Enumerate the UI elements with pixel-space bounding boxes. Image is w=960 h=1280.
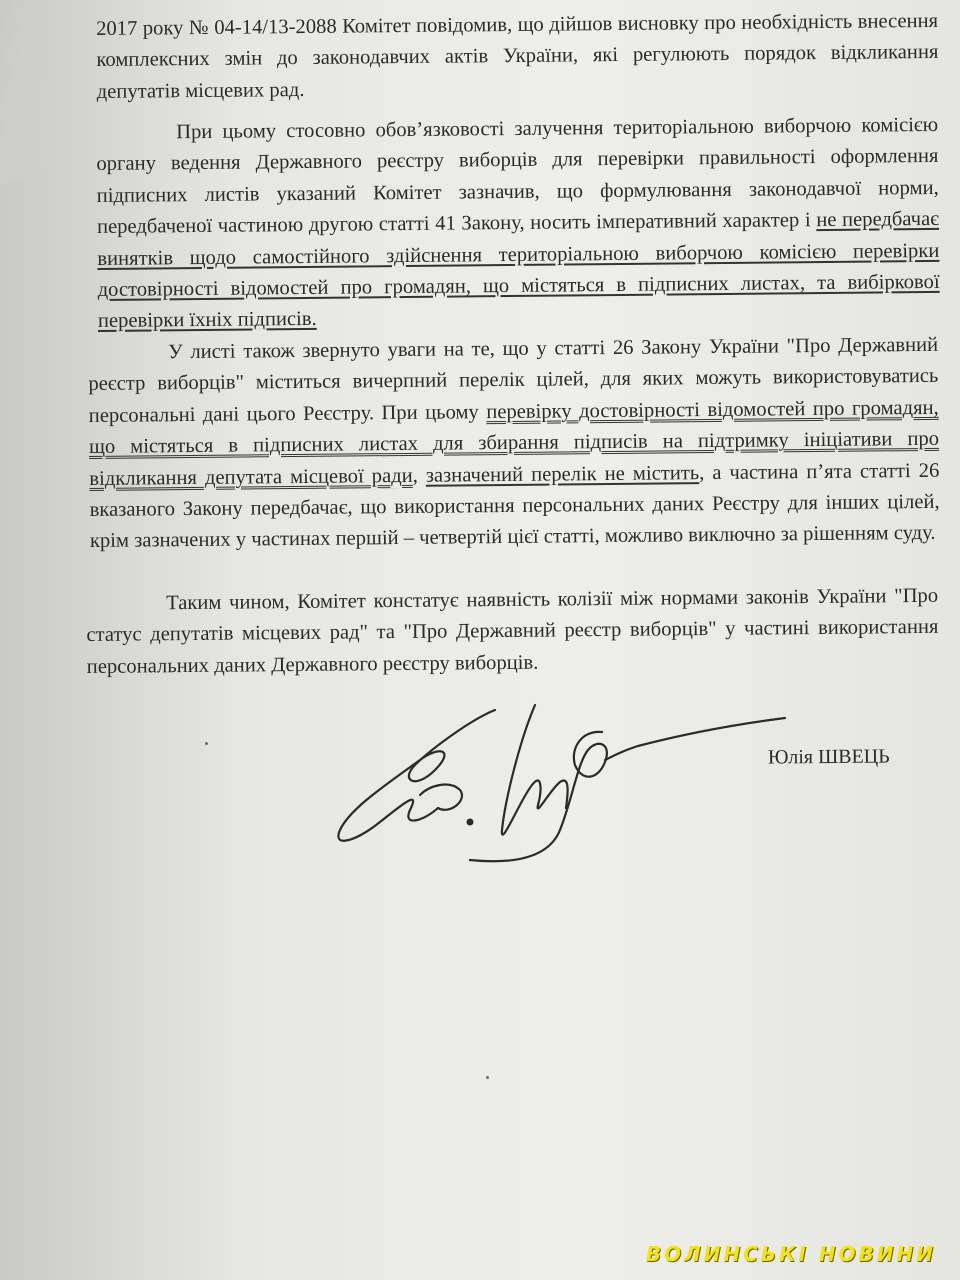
signer-name: Юлія ШВЕЦЬ bbox=[767, 745, 890, 769]
paragraph-2-text: При цьому стосовно обов’язковості залучення територіальною виборчою комісією органу ведення Державного реєстру виборців для перевірки правильності оформлення підписних листів указаний Комітет зазначив, що формулювання законодавчої норми, передбаченої частиною другою статті 41 Закону, носить імперативний характер і bbox=[96, 113, 939, 239]
paper-speck bbox=[486, 1076, 489, 1079]
paper-speck bbox=[205, 742, 208, 745]
paragraph-2 bbox=[96, 110, 940, 338]
paragraph-2-underlined: не передбачає винятків щодо самостійного здійснення територіальною виборчою комісією перевірки достовірності відомостей про громадян, що містяться в підписних листах, та вибіркової перевірки їхніх підписів. bbox=[97, 208, 940, 333]
paragraph-3 bbox=[88, 330, 940, 558]
paragraph-3-text-a: У листі також звернуто уваги на те, що у статті 26 Закону України "Про Державний реєстр виборців" міститься вичерпний перелік цілей, для яких можуть використовуватись персональні дані цього Реєстру. При цьому bbox=[88, 333, 939, 427]
paragraph-3-text-c: , а частина п’ята статті 26 вказаного Закону передбачає, що використання персональних даних Реєстру для інших цілей, крім зазначених у частинах першій – четвертій цієї статті, можливо виключно за рішенням суду. bbox=[89, 459, 940, 553]
watermark-logo: ВОЛИНСЬКІ НОВИНИ bbox=[645, 1242, 936, 1266]
paragraph-3-text-b: , bbox=[412, 464, 426, 487]
paragraph-3-underlined-1: перевірку достовірності відомостей про громадян, що містяться в підписних листах для збирання підписів на підтримку ініціативи про відкликання депутата місцевої ради bbox=[88, 396, 940, 490]
paragraph-1: 2017 року № 04-14/13-2088 Комітет повідомив, що дійшов висновку про необхідність внесення комплексних змін до законодавчих актів України, які регулюють порядок відкликання депутатів місцевих рад. bbox=[96, 9, 939, 103]
paragraph-4: Таким чином, Комітет констатує наявність колізії між нормами законів України "Про статус депутатів місцевих рад" та "Про Державний реєстр виборців" у частині використання персональних даних Державного реєстру виборців. bbox=[86, 584, 939, 678]
paragraph-3-underlined-2: зазначений перелік не містить bbox=[425, 461, 700, 487]
handwritten-signature bbox=[320, 690, 790, 880]
